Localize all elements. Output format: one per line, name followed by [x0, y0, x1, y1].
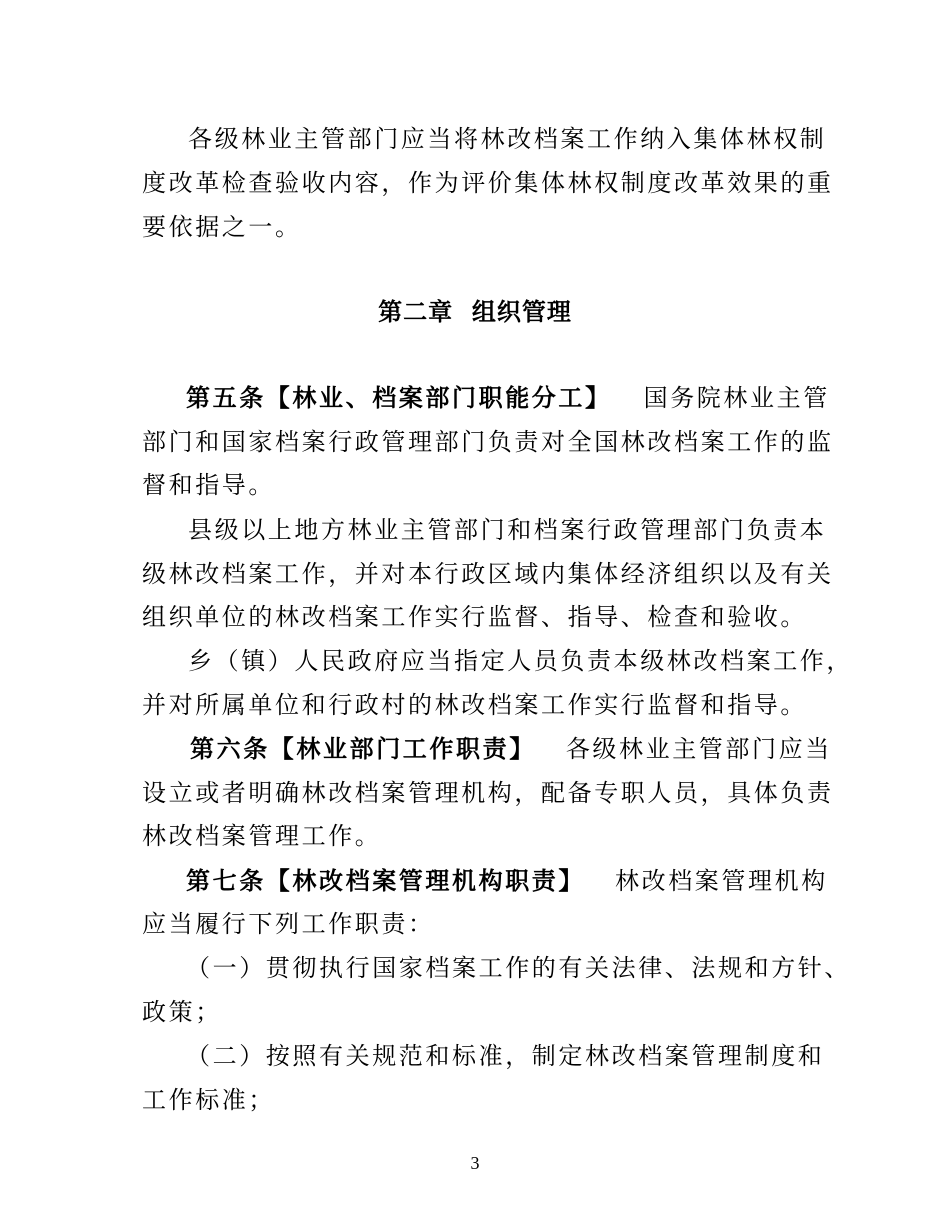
article-7-text: 林改档案管理机构: [615, 867, 828, 895]
article-7-line-2: 应当履行下列工作职责：: [142, 910, 435, 938]
item-2-line-1: （二）按照有关规范和标准，制定林改档案管理制度和: [186, 1042, 825, 1070]
county-paragraph-line-2: 级林改档案工作，并对本行政区域内集体经济组织以及有关: [142, 560, 834, 588]
article-5-line-1: [186, 383, 830, 413]
article-5-line-2: 部门和国家档案行政管理部门负责对全国林改档案工作的监: [142, 428, 834, 456]
article-6-line-2: 设立或者明确林改档案管理机构，配备专职人员，具体负责: [142, 779, 834, 807]
item-1-line-1: （一）贯彻执行国家档案工作的有关法律、法规和方针、: [186, 954, 851, 982]
article-6-text: 各级林业主管部门应当: [565, 735, 832, 763]
article-7-heading: 第七条【林改档案管理机构职责】: [186, 866, 585, 895]
county-paragraph-line-1: 县级以上地方林业主管部门和档案行政管理部门负责本: [188, 516, 827, 544]
item-1-line-2: 政策；: [142, 998, 222, 1026]
article-6-heading: 第六条【林业部门工作职责】: [190, 734, 536, 763]
paragraph-1-line-1: 各级林业主管部门应当将林改档案工作纳入集体林权制: [188, 125, 827, 153]
article-5-heading: 第五条【林业、档案部门职能分工】: [186, 383, 612, 412]
article-5-line-3: 督和指导。: [142, 471, 275, 499]
paragraph-1-line-3: 要依据之一。: [142, 213, 302, 241]
article-7-line-1: [186, 866, 828, 896]
article-6-line-1: [190, 734, 832, 764]
item-2-line-2: 工作标准；: [142, 1086, 275, 1114]
town-paragraph-line-2: 并对所属单位和行政村的林改档案工作实行监督和指导。: [142, 691, 807, 719]
article-6-line-3: 林改档案管理工作。: [142, 822, 382, 850]
chapter-title: 第二章 组织管理: [378, 297, 572, 326]
town-paragraph-line-1: 乡（镇）人民政府应当指定人员负责本级林改档案工作，: [188, 647, 853, 675]
county-paragraph-line-3: 组织单位的林改档案工作实行监督、指导、检查和验收。: [142, 603, 807, 631]
paragraph-1-line-2: 度改革检查验收内容，作为评价集体林权制度改革效果的重: [142, 169, 834, 197]
article-5-text: 国务院林业主管: [643, 384, 830, 412]
page-number: 3: [470, 1153, 480, 1173]
